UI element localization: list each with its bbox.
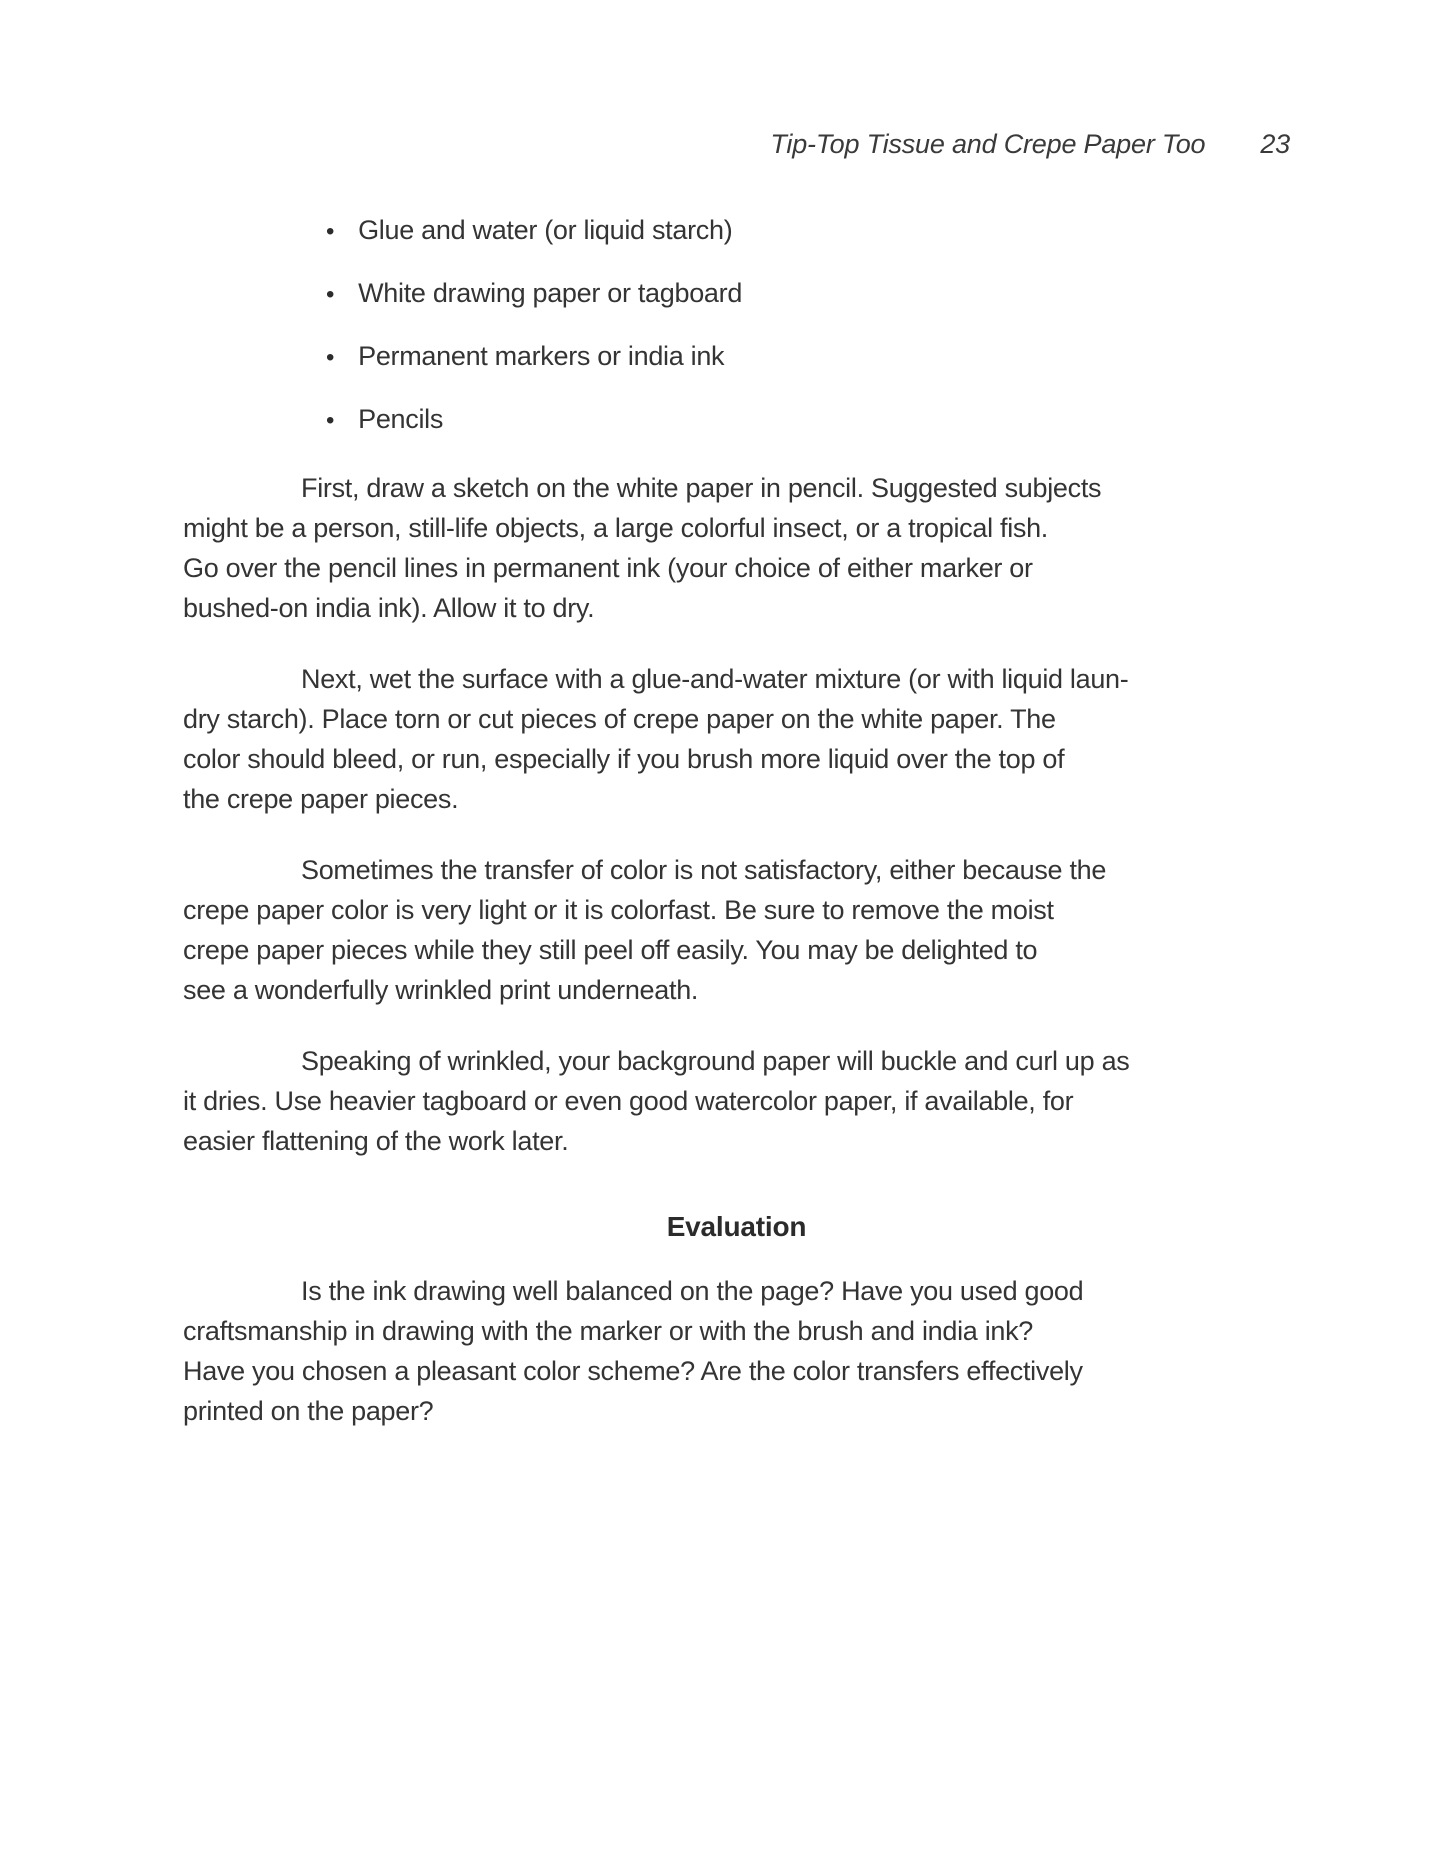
- evaluation-heading: Evaluation: [666, 1211, 807, 1242]
- materials-list: [183, 216, 1290, 435]
- paragraph-line: crepe paper pieces while they still peel off easily. You may be delighted to: [183, 935, 1038, 965]
- bullet-icon: •: [326, 281, 335, 308]
- list-item: [183, 342, 1290, 372]
- paragraph-line: Speaking of wrinkled, your background paper will buckle and curl up as: [301, 1046, 1130, 1076]
- paragraph-line: Have you chosen a pleasant color scheme? Are the color transfers effectively: [183, 1356, 1083, 1386]
- list-item: [183, 405, 1290, 435]
- running-header-title: Tip-Top Tissue and Crepe Paper Too: [770, 129, 1206, 159]
- bullet-icon: •: [326, 344, 335, 371]
- paragraph-line: dry starch). Place torn or cut pieces of crepe paper on the white paper. The: [183, 704, 1056, 734]
- paragraph-line: see a wonderfully wrinkled print underneath.: [183, 975, 699, 1005]
- paragraph-line: Go over the pencil lines in permanent ink (your choice of either marker or: [183, 553, 1033, 583]
- list-item-text: Permanent markers or india ink: [358, 341, 725, 371]
- bullet-icon: •: [326, 218, 335, 245]
- paragraph-line: crepe paper color is very light or it is colorfast. Be sure to remove the moist: [183, 895, 1054, 925]
- page-content: [183, 0, 1290, 1462]
- list-item-text: Glue and water (or liquid starch): [358, 215, 733, 245]
- paragraph: [183, 850, 1290, 1010]
- paragraph-line: Is the ink drawing well balanced on the page? Have you used good: [301, 1276, 1084, 1306]
- paragraph-line: printed on the paper?: [183, 1396, 434, 1426]
- list-item-text: Pencils: [358, 404, 444, 434]
- paragraph-line: the crepe paper pieces.: [183, 784, 459, 814]
- paragraph: [183, 1041, 1290, 1161]
- paragraph-line: color should bleed, or run, especially if you brush more liquid over the top of: [183, 744, 1065, 774]
- paragraph: [183, 659, 1290, 819]
- paragraph: [183, 1271, 1290, 1431]
- page-number: 23: [1260, 129, 1290, 159]
- paragraph-line: bushed-on india ink). Allow it to dry.: [183, 593, 595, 623]
- paragraph-line: easier flattening of the work later.: [183, 1126, 569, 1156]
- bullet-icon: •: [326, 407, 335, 434]
- paragraph-line: Next, wet the surface with a glue-and-water mixture (or with liquid laun-: [301, 664, 1129, 694]
- list-item-text: White drawing paper or tagboard: [358, 278, 743, 308]
- list-item: [183, 216, 1290, 246]
- paragraph-line: craftsmanship in drawing with the marker or with the brush and india ink?: [183, 1316, 1034, 1346]
- paragraph-line: might be a person, still-life objects, a large colorful insect, or a tropical fish.: [183, 513, 1049, 543]
- paragraph-line: Sometimes the transfer of color is not satisfactory, either because the: [301, 855, 1107, 885]
- paragraph-line: First, draw a sketch on the white paper in pencil. Suggested subjects: [301, 473, 1102, 503]
- running-header: [183, 128, 1290, 160]
- list-item: [183, 279, 1290, 309]
- paragraph-line: it dries. Use heavier tagboard or even good watercolor paper, if available, for: [183, 1086, 1074, 1116]
- body-text: [183, 468, 1290, 1431]
- paragraph: [183, 468, 1290, 628]
